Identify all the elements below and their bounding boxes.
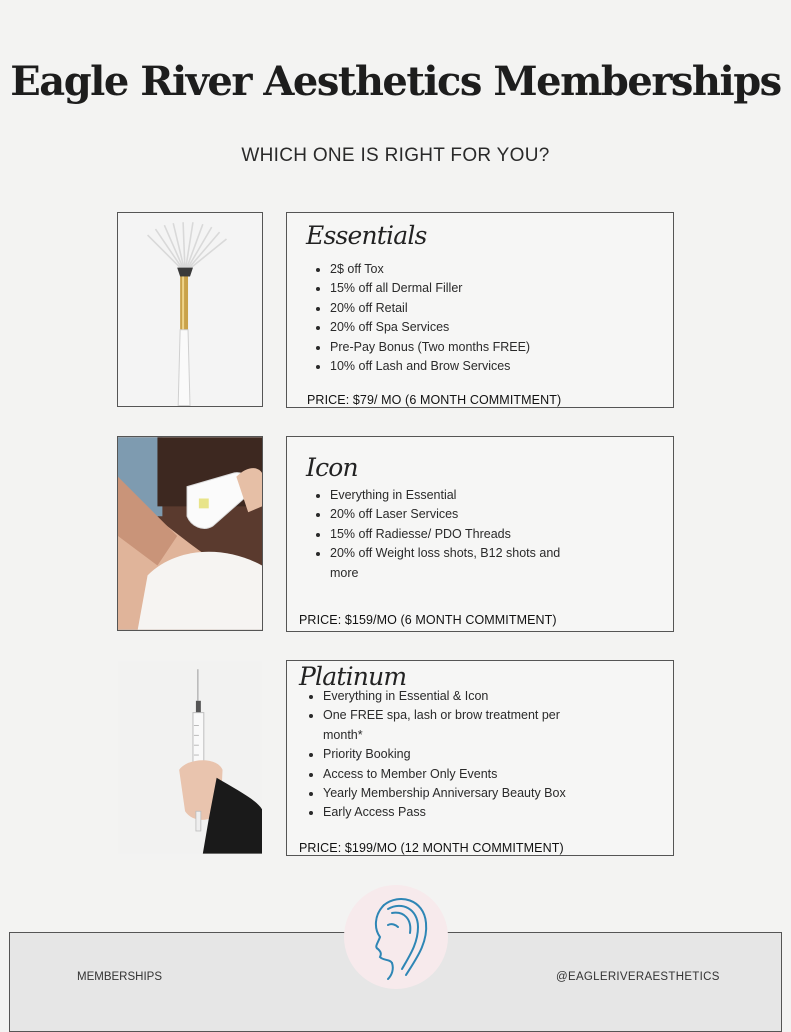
list-item: • Everything in Essential <box>330 486 570 505</box>
page-title: Eagle River Aesthetics Memberships <box>10 58 781 105</box>
page-subtitle: WHICH ONE IS RIGHT FOR YOU? <box>241 145 550 166</box>
list-item: • 20% off Weight loss shots, B12 shots and more <box>330 544 570 583</box>
list-item: • Pre-Pay Bonus (Two months FREE) <box>330 338 670 357</box>
plan-price: PRICE: $159/MO (6 MONTH COMMITMENT) <box>299 613 557 627</box>
list-item: • 15% off all Dermal Filler <box>330 279 670 298</box>
list-item: • One FREE spa, lash or brow treatment per month* <box>323 706 573 745</box>
list-item: • Yearly Membership Anniversary Beauty Box <box>323 784 573 803</box>
footer-social-handle: @EAGLERIVERAESTHETICS <box>556 971 720 983</box>
benefits-list <box>309 260 670 376</box>
plan-card-icon <box>286 436 674 632</box>
list-item: • 20% off Laser Services <box>330 505 570 524</box>
list-item: • 20% off Retail <box>330 299 670 318</box>
syringe-photo-icon <box>117 660 263 855</box>
list-item: • Access to Member Only Events <box>323 765 573 784</box>
fan-brush-photo-icon <box>117 212 263 407</box>
plan-title: Essentials <box>306 221 427 250</box>
list-item: • 15% off Radiesse/ PDO Threads <box>330 525 570 544</box>
plan-title: Icon <box>306 453 358 482</box>
list-item: • 2$ off Tox <box>330 260 670 279</box>
plan-price: PRICE: $199/MO (12 MONTH COMMITMENT) <box>299 841 564 855</box>
plan-price: PRICE: $79/ MO (6 MONTH COMMITMENT) <box>307 393 562 407</box>
list-item: • Priority Booking <box>323 745 573 764</box>
laser-treatment-photo-icon <box>117 436 263 631</box>
plan-card-essentials <box>286 212 674 408</box>
plan-card-platinum <box>286 660 674 856</box>
list-item: • Early Access Pass <box>323 803 573 822</box>
plan-title: Platinum <box>299 662 407 691</box>
benefits-list <box>309 486 570 583</box>
footer-memberships-label: MEMBERSHIPS <box>77 971 162 983</box>
list-item: • 10% off Lash and Brow Services <box>330 357 670 376</box>
woman-profile-logo-icon <box>344 885 448 989</box>
benefits-list <box>302 687 573 823</box>
list-item: • Everything in Essential & Icon <box>323 687 573 706</box>
list-item: • 20% off Spa Services <box>330 318 670 337</box>
